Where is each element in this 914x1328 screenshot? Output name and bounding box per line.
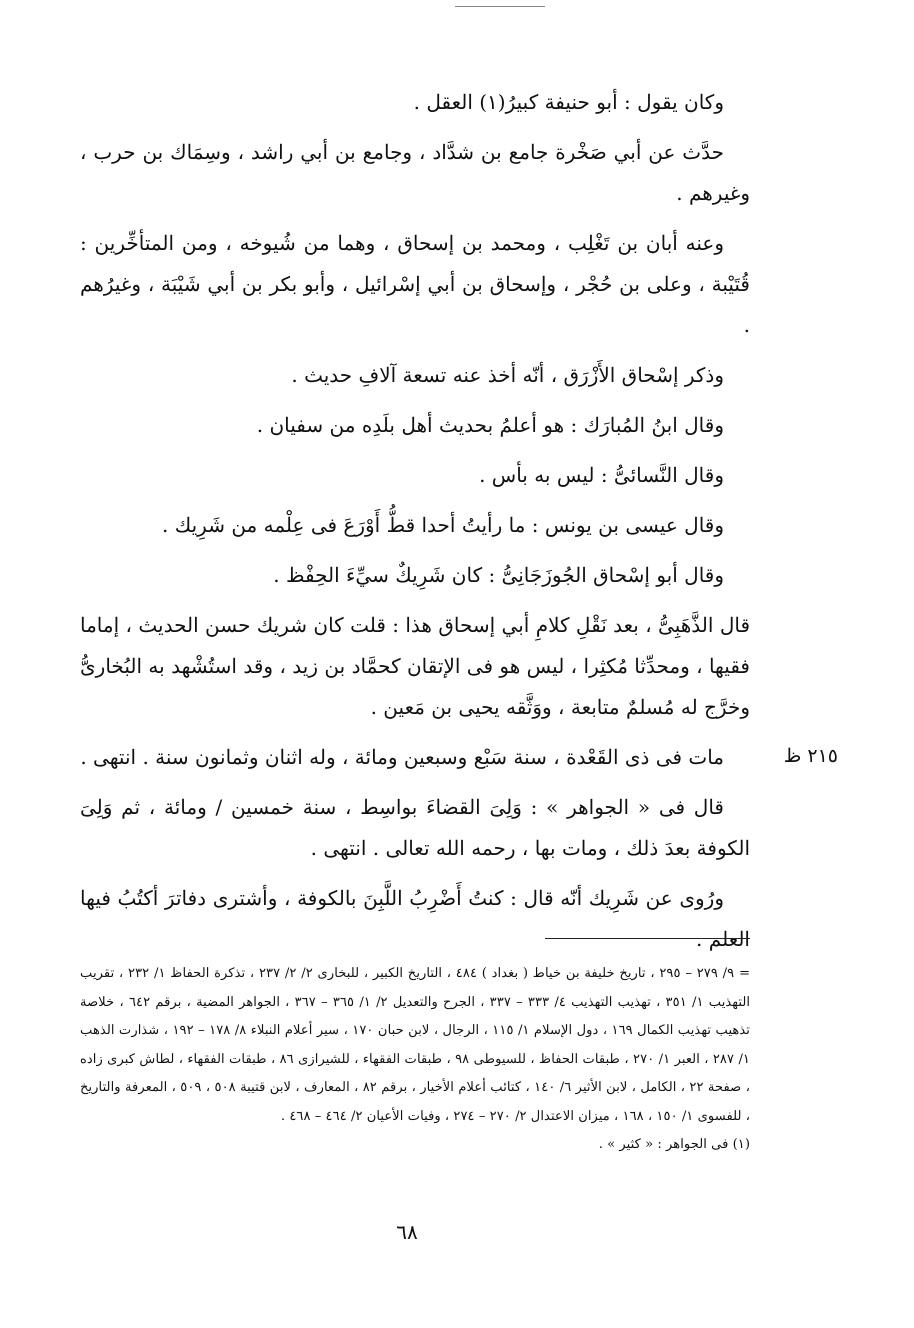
footnote-separator <box>545 938 750 939</box>
paragraph: وعنه أبان بن تَغْلِب ، ومحمد بن إسحاق ، وهما من شُيوخه ، ومن المتأخِّرين : قُتَيْبة ، وعلى بن حُجْر ، وإسحاق بن أبي إسْرائيل ، وأبو بكر بن أبي شَيْبَة ، وغيرُهم . <box>80 231 750 337</box>
paragraph: وكان يقول : أبو حنيفة كبيرُ(١) العقل . <box>413 90 724 114</box>
paragraph: وقال عيسى بن يونس : ما رأيتُ أحدا قطُّ أَوْرَعَ فى عِلْمه من شَرِيك . <box>162 513 724 537</box>
paragraph: حدَّث عن أبي صَخْرة جامع بن شدَّاد ، وجامع بن أبي راشد ، وسِمَاك بن حرب ، وغيرهم . <box>80 140 750 205</box>
paragraph: ورُوى عن شَرِيك أنّه قال : كنتُ أَضْرِبُ اللَّبِنَ بالكوفة ، وأشترى دفاترَ أكتُبُ فيها العلم . <box>80 886 750 951</box>
margin-folio-note: ٢١٥ ظ <box>783 745 838 767</box>
page-number: ٦٨ <box>396 1220 418 1244</box>
paragraph: وقال أبو إسْحاق الجُوزَجَانِىُّ : كان شَرِيكٌ سيِّءَ الحِفْظ . <box>273 563 724 587</box>
paragraph: مات فى ذى القَعْدة ، سنة سَبْع وسبعين ومائة ، وله اثنان وثمانون سنة . انتهى . <box>80 745 724 769</box>
main-text <box>80 82 750 969</box>
paragraph: قال فى « الجواهر » : وَلِىَ القضاءَ بواسِط ، سنة خمسين / ومائة ، ثم وَلِىَ الكوفة بعدَ ذلك ، ومات بها ، رحمه الله تعالى . انتهى . <box>80 795 750 860</box>
header-rule <box>455 6 545 7</box>
footnotes <box>80 960 750 1160</box>
footnote-sources: = ٩/ ٢٧٩ – ٢٩٥ ، تاريخ خليفة بن خياط ( بغداد ) ٤٨٤ ، التاريخ الكبير ، للبخارى ٢/ ٢/ ٢٣٧ ، تذكرة الحفاظ ١/ ٢٣٢ ، تقريب التهذيب ١/ ٣٥١ ، تهذيب التهذيب ٤/ ٣٣٣ – ٣٣٧ ، الجرح والتعديل ٢/ ١/ ٣٦٥ – ٣٦٧ ، الجواهر المضية ، برقم ٦٤٢ ، خلاصة تذهيب تهذيب الكمال ١٦٩ ، دول الإسلام ١/ ١١٥ ، الرجال ، لابن حبان ١٧٠ ، سير أعلام النبلاء ٨/ ١٧٨ – ١٩٢ ، شذارت الذهب ١/ ٢٨٧ ، العبر ١/ ٢٧٠ ، طبقات الحفاظ ، للسيوطى ٩٨ ، طبقات الفقهاء ، للشيرازى ٨٦ ، طبقات الفقهاء ، لطاش كبرى زاده ، صفحة ٢٢ ، الكامل ، لابن الأثير ٦/ ١٤٠ ، كتائب أعلام الأخيار ، برقم ٨٢ ، المعارف ، لابن قتيبة ٥٠٨ ، ٥٠٩ ، المعرفة والتاريخ ، للفسوى ١/ ١٥٠ ، ١٦٨ ، ميزان الاعتدال ٢/ ٢٧٠ – ٢٧٤ ، وفيات الأعيان ٢/ ٤٦٤ – ٤٦٨ . <box>80 966 751 1124</box>
paragraph: وقال النَّسائىُّ : ليس به بأس . <box>479 463 724 487</box>
footnote-1: (١) فى الجواهر : « كثير » . <box>598 1137 750 1152</box>
paragraph: وذكر إسْحاق الأَزْرَق ، أنّه أخذ عنه تسعة آلافِ حديث . <box>291 363 724 387</box>
paragraph: وقال ابنُ المُبارَك : هو أعلمُ بحديث أهل بلَدِه من سفيان . <box>256 413 724 437</box>
paragraph: قال الذَّهَبِىُّ ، بعد نَقْلِ كلامِ أبي إسحاق هذا : قلت كان شريك حسن الحديث ، إماما فقيها ، ومحدِّثا مُكثِرا ، ليس هو فى الإتقان كحمَّاد بن زيد ، وقد استُشْهد به البُخارىُّ وخرَّج له مُسلمٌ متابعة ، ووَثَّقه يحيى بن مَعين . <box>80 613 750 719</box>
